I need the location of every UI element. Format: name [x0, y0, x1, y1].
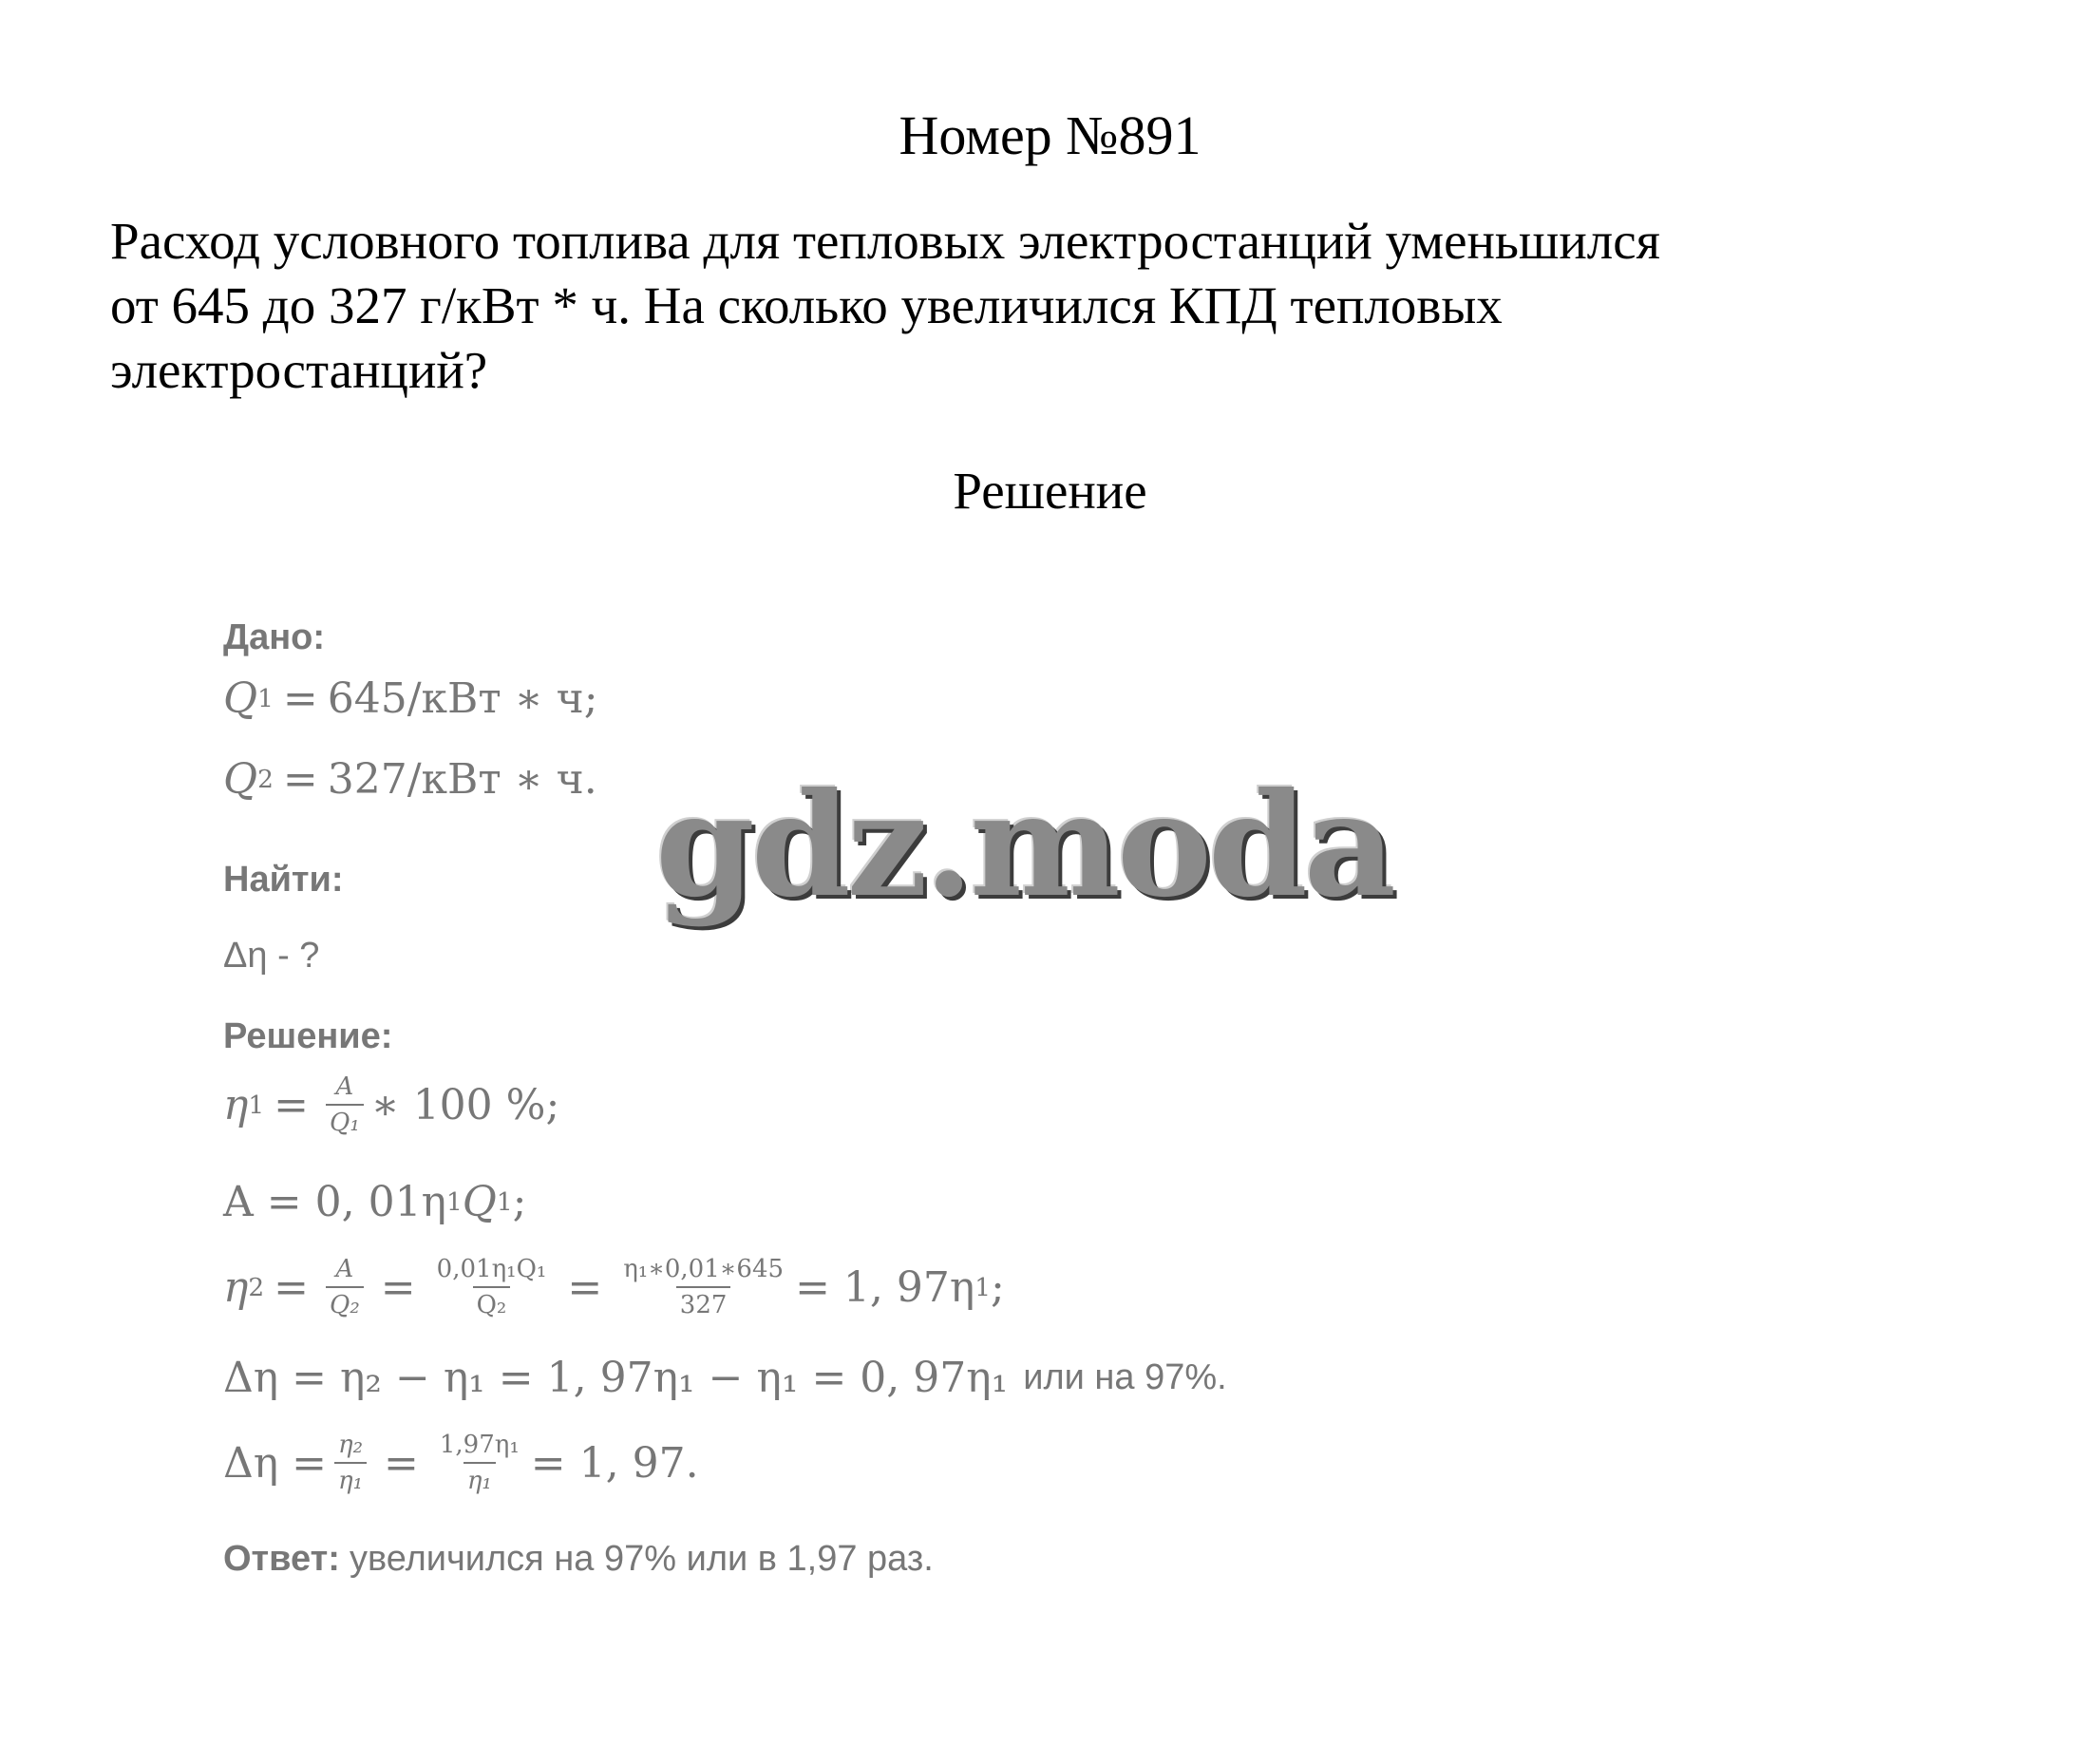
- equation-eta1: [223, 1072, 559, 1138]
- fraction: [326, 1254, 364, 1320]
- fraction-denominator: Q₁: [326, 1104, 364, 1138]
- eq3-tail: ;: [991, 1262, 1005, 1312]
- fraction-denominator: 327: [676, 1286, 731, 1320]
- eq2-q: Q: [462, 1178, 497, 1226]
- solution-label: Решение:: [223, 1016, 393, 1056]
- eq5-lhs: Δη =: [223, 1438, 327, 1488]
- eq5-result: = 1, 97.: [530, 1438, 699, 1488]
- fraction-numerator: 0,01η₁Q₁: [436, 1255, 547, 1283]
- fraction-denominator: Q₂: [326, 1286, 364, 1320]
- eq1-lhs-sub: 1: [248, 1090, 265, 1120]
- problem-line: Расход условного топлива для тепловых электростанций уменьшился: [110, 212, 1660, 270]
- eq2-tail: ;: [512, 1178, 527, 1226]
- find-label: Найти:: [223, 860, 344, 900]
- equals-sign: =: [384, 1438, 419, 1488]
- eq1-lhs: η: [223, 1080, 249, 1129]
- q1-var: Q: [223, 674, 258, 723]
- fraction-denominator: η₁: [464, 1462, 496, 1496]
- equation-delta: [223, 1354, 1227, 1402]
- equation-ratio: [223, 1430, 699, 1496]
- answer-label: Ответ:: [223, 1539, 340, 1579]
- q2-value: 327/кВт ∗ ч.: [327, 755, 597, 804]
- given-label: Дано:: [223, 617, 326, 657]
- equals-sign: =: [282, 674, 318, 723]
- q2-var: Q: [223, 755, 258, 804]
- equals-sign: =: [380, 1262, 416, 1312]
- page-title: Номер №891: [899, 104, 1201, 166]
- equals-sign: =: [282, 755, 318, 804]
- given-q2: [223, 755, 597, 804]
- q1-sub: 1: [257, 684, 274, 713]
- fraction: [334, 1430, 367, 1496]
- fraction: [433, 1254, 551, 1320]
- answer-line: [223, 1539, 934, 1580]
- fraction-numerator: η₁∗0,01∗645: [623, 1255, 785, 1283]
- solution-image: [223, 598, 1344, 1596]
- fraction-denominator: η₁: [334, 1462, 367, 1496]
- eq4-text: или на 97%.: [1023, 1357, 1227, 1397]
- find-target: Δη - ?: [223, 936, 320, 976]
- problem-line: электростанций?: [110, 341, 488, 399]
- equation-work: [223, 1178, 526, 1226]
- q1-value: 645/кВт ∗ ч;: [327, 674, 598, 723]
- eq2-text: A = 0, 01η: [223, 1178, 446, 1226]
- fraction-denominator: Q₂: [473, 1286, 511, 1320]
- equals-sign: =: [274, 1080, 310, 1129]
- fraction-numerator: A: [335, 1072, 354, 1101]
- eq3-lhs-sub: 2: [248, 1272, 265, 1302]
- fraction: [619, 1254, 787, 1320]
- eq4-math: Δη = η₂ − η₁ = 1, 97η₁ − η₁ = 0, 97η₁: [223, 1354, 1009, 1402]
- fraction-numerator: 1,97η₁: [439, 1431, 520, 1459]
- given-q1: [223, 674, 598, 723]
- equation-eta2: [223, 1254, 1005, 1320]
- q2-sub: 2: [257, 765, 274, 794]
- problem-line: от 645 до 327 г/кВт * ч. На сколько увеличился КПД тепловых: [110, 276, 1503, 334]
- eq1-rest: ∗ 100 %;: [370, 1080, 560, 1129]
- answer-text: увеличился на 97% или в 1,97 раз.: [349, 1539, 934, 1579]
- solution-heading: Решение: [953, 462, 1147, 520]
- fraction-numerator: η₂: [338, 1431, 363, 1459]
- equals-sign: =: [274, 1262, 310, 1312]
- problem-statement: [110, 209, 1972, 403]
- fraction: [436, 1430, 523, 1496]
- eq3-lhs: η: [223, 1262, 249, 1312]
- eq2-sub2: 1: [496, 1187, 513, 1217]
- equals-sign: =: [567, 1262, 603, 1312]
- fraction: [326, 1072, 364, 1138]
- eq3-result: = 1, 97η: [795, 1262, 975, 1312]
- eq3-result-sub: 1: [974, 1272, 992, 1302]
- fraction-numerator: A: [335, 1255, 354, 1283]
- eq2-sub1: 1: [445, 1187, 463, 1217]
- watermark-logo: gdz.moda: [655, 762, 1393, 929]
